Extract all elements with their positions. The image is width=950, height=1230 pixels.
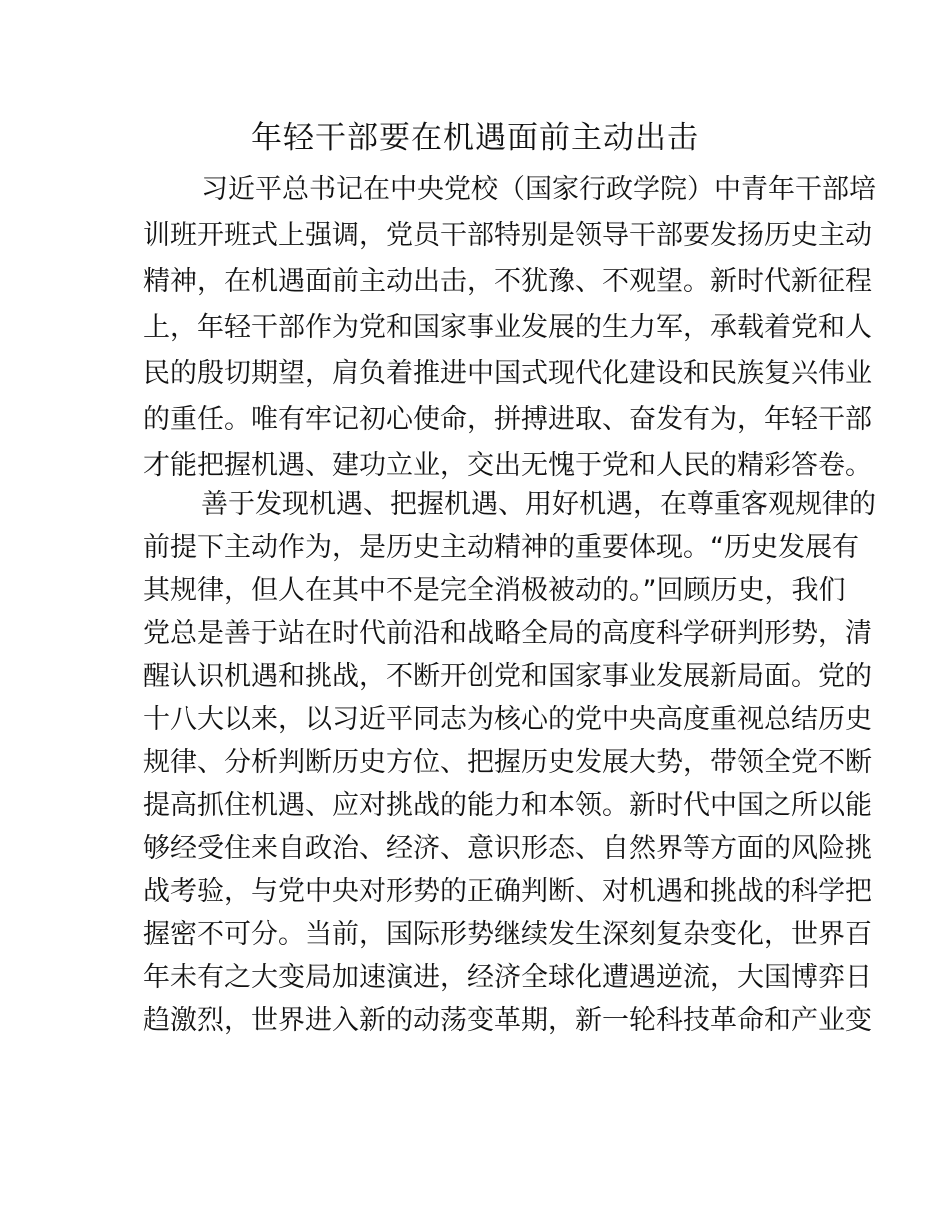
text-line: 其规律，但人在其中不是完全消极被动的。”回顾历史，我们: [143, 575, 846, 606]
text-line: 醒认识机遇和挑战，不断开创党和国家事业发展新局面。党的: [143, 661, 872, 692]
text-line: 善于发现机遇、把握机遇、用好机遇，在尊重客观规律的: [201, 489, 876, 520]
text-line: 前提下主动作为，是历史主动精神的重要体现。“历史发展有: [143, 532, 859, 563]
text-line: 习近平总书记在中央党校（国家行政学院）中青年干部培: [201, 174, 876, 205]
text-line: 十八大以来，以习近平同志为核心的党中央高度重视总结历史: [143, 704, 872, 735]
paragraph-1: [143, 170, 876, 492]
text-line: 上，年轻干部作为党和国家事业发展的生力军，承载着党和人: [143, 312, 872, 343]
text-line: 握密不可分。当前，国际形势继续发生深刻复杂变化，世界百: [143, 919, 872, 950]
text-line: 提高抓住机遇、应对挑战的能力和本领。新时代中国之所以能: [143, 790, 872, 821]
text-line: 战考验，与党中央对形势的正确判断、对机遇和挑战的科学把: [143, 876, 872, 907]
text-line: 精神，在机遇面前主动出击，不犹豫、不观望。新时代新征程: [143, 266, 872, 297]
text-line: 才能把握机遇、建功立业，交出无愧于党和人民的精彩答卷。: [143, 450, 872, 481]
text-line: 民的殷切期望，肩负着推进中国式现代化建设和民族复兴伟业: [143, 358, 872, 389]
text-line: 规律、分析判断历史方位、把握历史发展大势，带领全党不断: [143, 747, 872, 778]
paragraph-2: [143, 485, 876, 1044]
text-line: 的重任。唯有牢记初心使命，拼搏进取、奋发有为，年轻干部: [143, 404, 872, 435]
text-line: 够经受住来自政治、经济、意识形态、自然界等方面的风险挑: [143, 833, 872, 864]
text-line: 训班开班式上强调，党员干部特别是领导干部要发扬历史主动: [143, 220, 872, 251]
text-line: 党总是善于站在时代前沿和战略全局的高度科学研判形势，清: [143, 618, 872, 649]
text-line: 趋激烈，世界进入新的动荡变革期，新一轮科技革命和产业变: [143, 1005, 872, 1036]
text-line: 年未有之大变局加速演进，经济全球化遭遇逆流，大国博弈日: [143, 962, 872, 993]
document-title: 年轻干部要在机遇面前主动出击: [251, 120, 699, 156]
